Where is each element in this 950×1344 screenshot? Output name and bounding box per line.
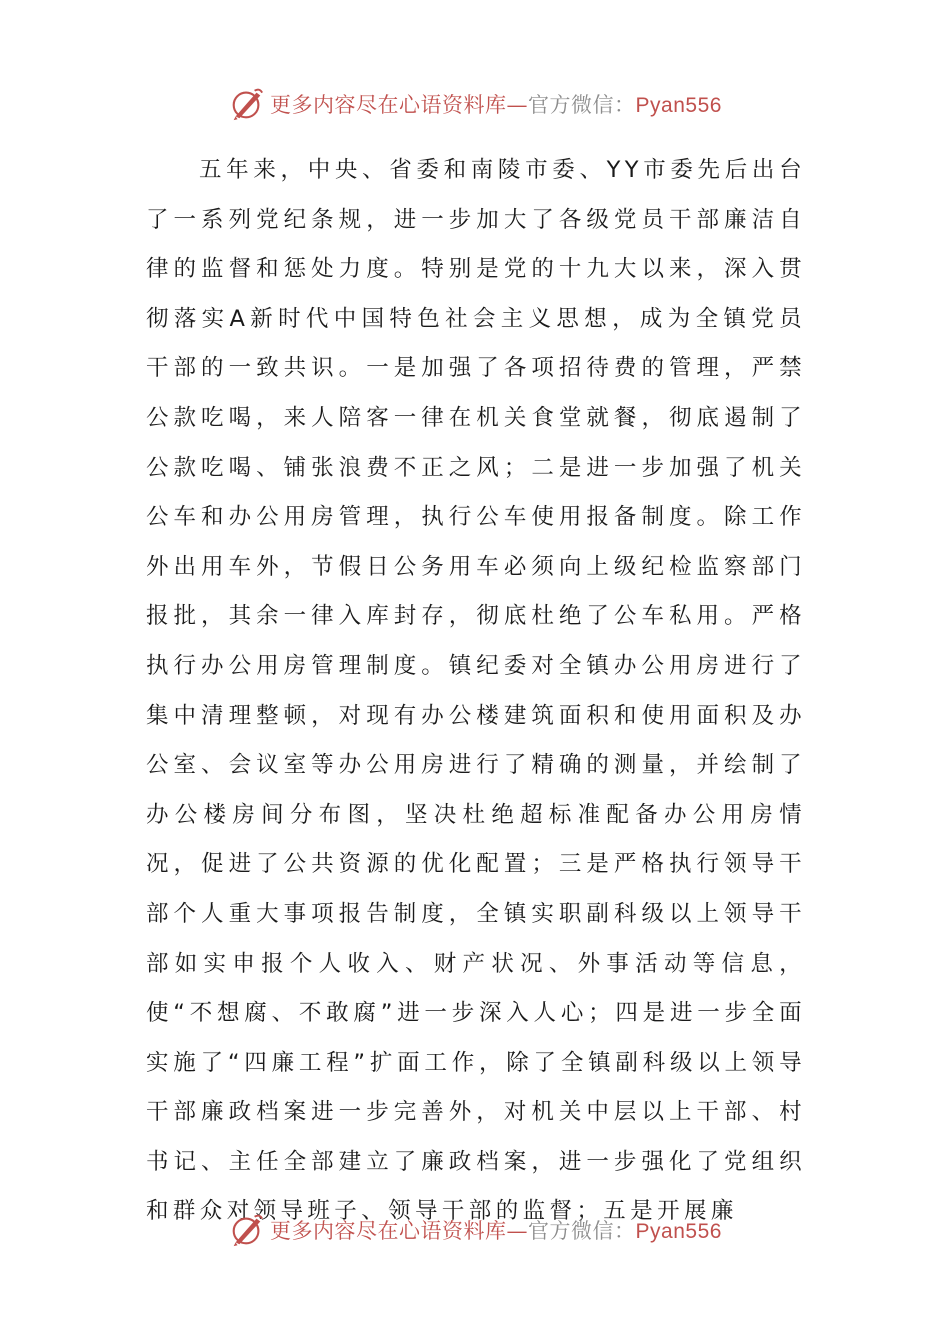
- banner-wechat-label: 官方微信：: [528, 93, 636, 117]
- banner-dash: —: [506, 1219, 529, 1243]
- banner-wechat-id: Pyan556: [635, 94, 722, 117]
- pen-circle-logo-icon: [228, 1211, 266, 1249]
- banner-title: 更多内容尽在心语资料库: [270, 93, 507, 117]
- banner-dash: —: [506, 93, 529, 117]
- banner-wechat-label: 官方微信：: [528, 1219, 636, 1243]
- banner-title: 更多内容尽在心语资料库: [270, 1219, 507, 1243]
- header-banner: [0, 82, 950, 126]
- pen-circle-logo-icon: [228, 85, 266, 123]
- banner-wechat-id: Pyan556: [635, 1220, 722, 1243]
- footer-banner: [0, 1208, 950, 1252]
- document-paragraph: 五年来，中央、省委和南陵市委、YY市委先后出台了一系列党纪条规，进一步加大了各级党员干部廉洁自律的监督和惩处力度。特别是党的十九大以来，深入贯彻落实A新时代中国特色社会主义思想，成为全镇党员干部的一致共识。一是加强了各项招待费的管理，严禁公款吃喝，来人陪客一律在机关食堂就餐，彻底遏制了公款吃喝、铺张浪费不正之风；二是进一步加强了机关公车和办公用房管理，执行公车使用报备制度。除工作外出用车外，节假日公务用车必须向上级纪检监察部门报批，其余一律入库封存，彻底杜绝了公车私用。严格执行办公用房管理制度。镇纪委对全镇办公用房进行了集中清理整顿，对现有办公楼建筑面积和使用面积及办公室、会议室等办公用房进行了精确的测量，并绘制了办公楼房间分布图，坚决杜绝超标准配备办公用房情况，促进了公共资源的优化配置；三是严格执行领导干部个人重大事项报告制度，全镇实职副科级以上领导干部如实申报个人收入、财产状况、外事活动等信息，使“不想腐、不敢腐”进一步深入人心；四是进一步全面实施了“四廉工程”扩面工作，除了全镇副科级以上领导干部廉政档案进一步完善外，对机关中层以上干部、村书记、主任全部建立了廉政档案，进一步强化了党组织和群众对领导班子、领导干部的监督；五是开展廉: [146, 157, 806, 1225]
